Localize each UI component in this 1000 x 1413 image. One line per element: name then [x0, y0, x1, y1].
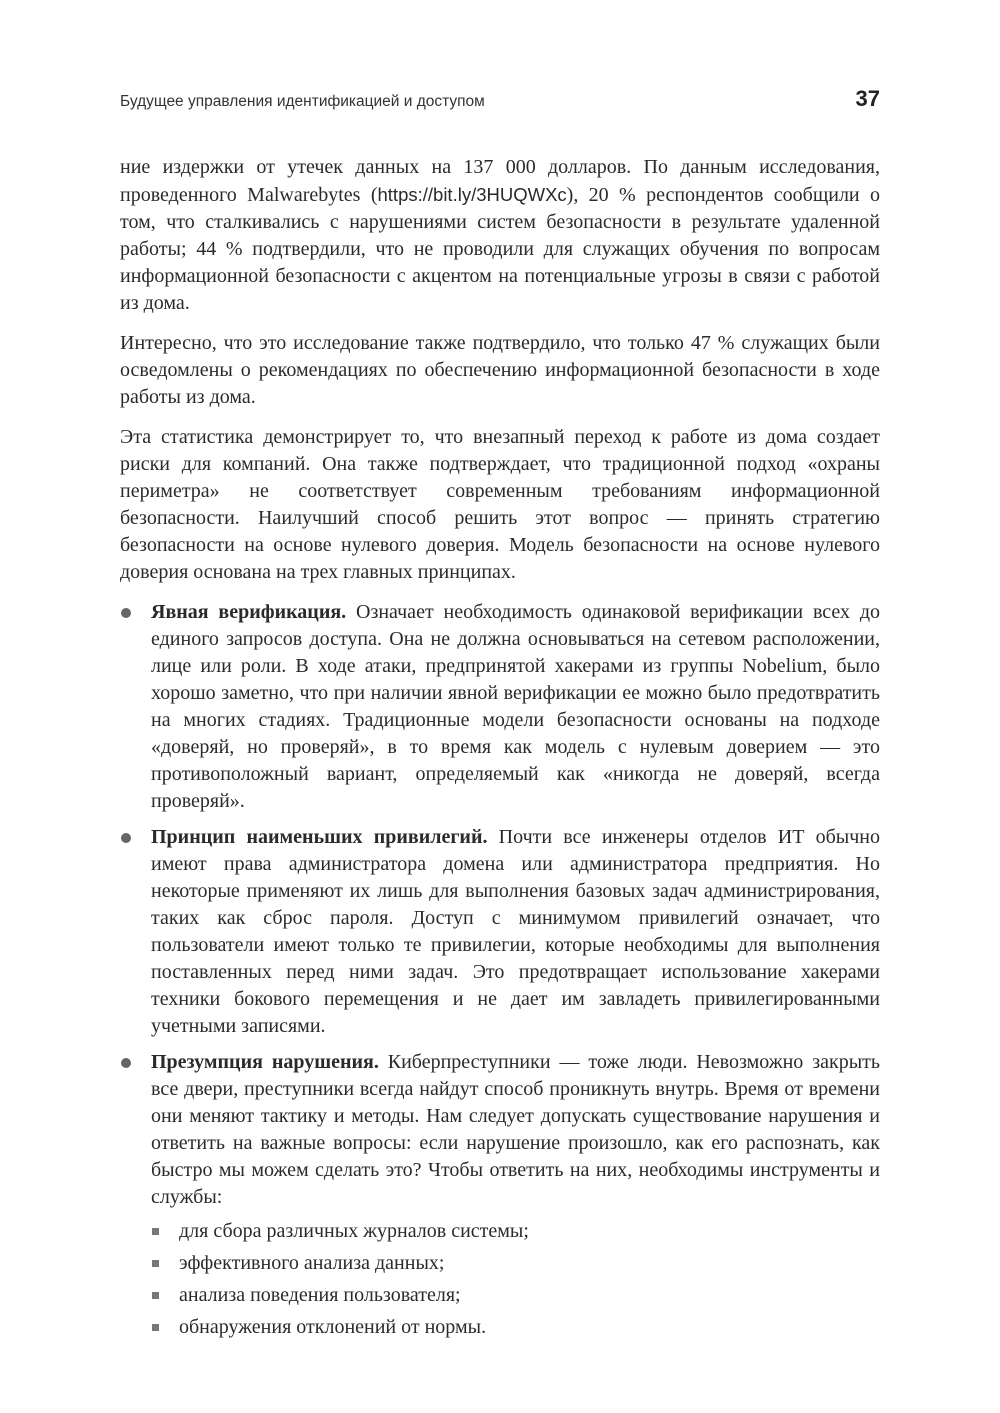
sub-list-item	[151, 1250, 880, 1277]
list-item	[120, 824, 880, 1040]
page-number: 37	[855, 86, 880, 111]
sub-item-text: эффективного анализа данных;	[179, 1252, 445, 1274]
square-bullet-icon	[152, 1228, 159, 1235]
list-item	[120, 1049, 880, 1341]
list-item	[120, 599, 880, 815]
paragraph	[120, 154, 880, 317]
running-header	[120, 86, 880, 120]
square-bullet-icon	[152, 1324, 159, 1331]
sub-list-item	[151, 1314, 880, 1341]
sub-list-item	[151, 1282, 880, 1309]
bullet-text: Почти все инженеры отделов ИТ обычно имеют права администратора домена или администратора предприятия. Но некоторые применяют их лишь для выполнения базовых задач администрирования, таких как сброс пароля. Доступ с минимумом привилегий означает, что пользователи имеют только те привилегии, которые необходимы для выполнения поставленных перед ними задач. Это предотвращает использование хакерами техники бокового перемещения и не дает им завладеть привилегированными учетными записями.	[151, 826, 880, 1037]
square-bullet-icon	[152, 1292, 159, 1299]
sub-list	[151, 1218, 880, 1341]
sub-item-text: обнаружения отклонений от нормы.	[179, 1316, 487, 1338]
bullet-dot-icon	[121, 1058, 131, 1068]
square-bullet-icon	[152, 1260, 159, 1267]
principles-list	[120, 599, 880, 1341]
bullet-term: Явная верификация.	[151, 601, 347, 623]
sub-list-item	[151, 1218, 880, 1245]
sub-item-text: анализа поведения пользователя;	[179, 1284, 461, 1306]
paragraph: Эта статистика демонстрирует то, что внезапный переход к работе из дома создает риски для компаний. Она также подтверждает, что традиционной подход «охраны периметра» не соответствует современным требованиям информационной безопасности. Наилучший способ решить этот вопрос — принять стратегию безопасности на основе нулевого доверия. Модель безопасности на основе нулевого доверия основана на трех главных принципах.	[120, 426, 880, 583]
sub-item-text: для сбора различных журналов системы;	[179, 1220, 529, 1242]
paragraph-text: ние издержки от утечек данных на 137 000 долларов. По данным исследования, проведенного Malwarebytes (	[120, 156, 880, 206]
chapter-title: Будущее управления идентификацией и доступом	[120, 93, 485, 110]
paragraph-text: ), 20 % респондентов сообщили о том, что сталкивались с нарушениями систем безопасности в результате удаленной работы; 44 % подтвердили, что не проводили для служащих обучения по вопросам информационной безопасности с акцентом на потенциальные угрозы в связи с работой из дома.	[120, 184, 880, 314]
bullet-term: Принцип наименьших привилегий.	[151, 826, 488, 848]
bullet-text: Киберпреступники — тоже люди. Невозможно закрыть все двери, преступники всегда найдут способ проникнуть внутрь. Время от времени они меняют тактику и методы. Нам следует допускать существование нарушения и ответить на важные вопросы: если нарушение произошло, как его распознать, как быстро мы можем сделать это? Чтобы ответить на них, необходимы инструменты и службы:	[151, 1051, 880, 1208]
bullet-dot-icon	[121, 608, 131, 618]
page-body	[120, 154, 880, 1350]
source-url: https://bit.ly/3HUQWXc	[377, 184, 567, 205]
bullet-text: Означает необходимость одинаковой верификации всех до единого запросов доступа. Она не должна основываться на сетевом расположении, лице или роли. В ходе атаки, предпринятой хакерами из группы Nobelium, было хорошо заметно, что при наличии явной верификации ее можно было предотвратить на многих стадиях. Традиционные модели безопасности основаны на подходе «доверяй, но проверяй», в то время как модель с нулевым доверием — это противоположный вариант, определяемый как «никогда не доверяй, всегда проверяй».	[151, 601, 880, 812]
bullet-dot-icon	[121, 833, 131, 843]
bullet-term: Презумпция нарушения.	[151, 1051, 379, 1073]
paragraph: Интересно, что это исследование также подтвердило, что только 47 % служащих были осведомлены о рекомендациях по обеспечению информационной безопасности в ходе работы из дома.	[120, 332, 880, 408]
